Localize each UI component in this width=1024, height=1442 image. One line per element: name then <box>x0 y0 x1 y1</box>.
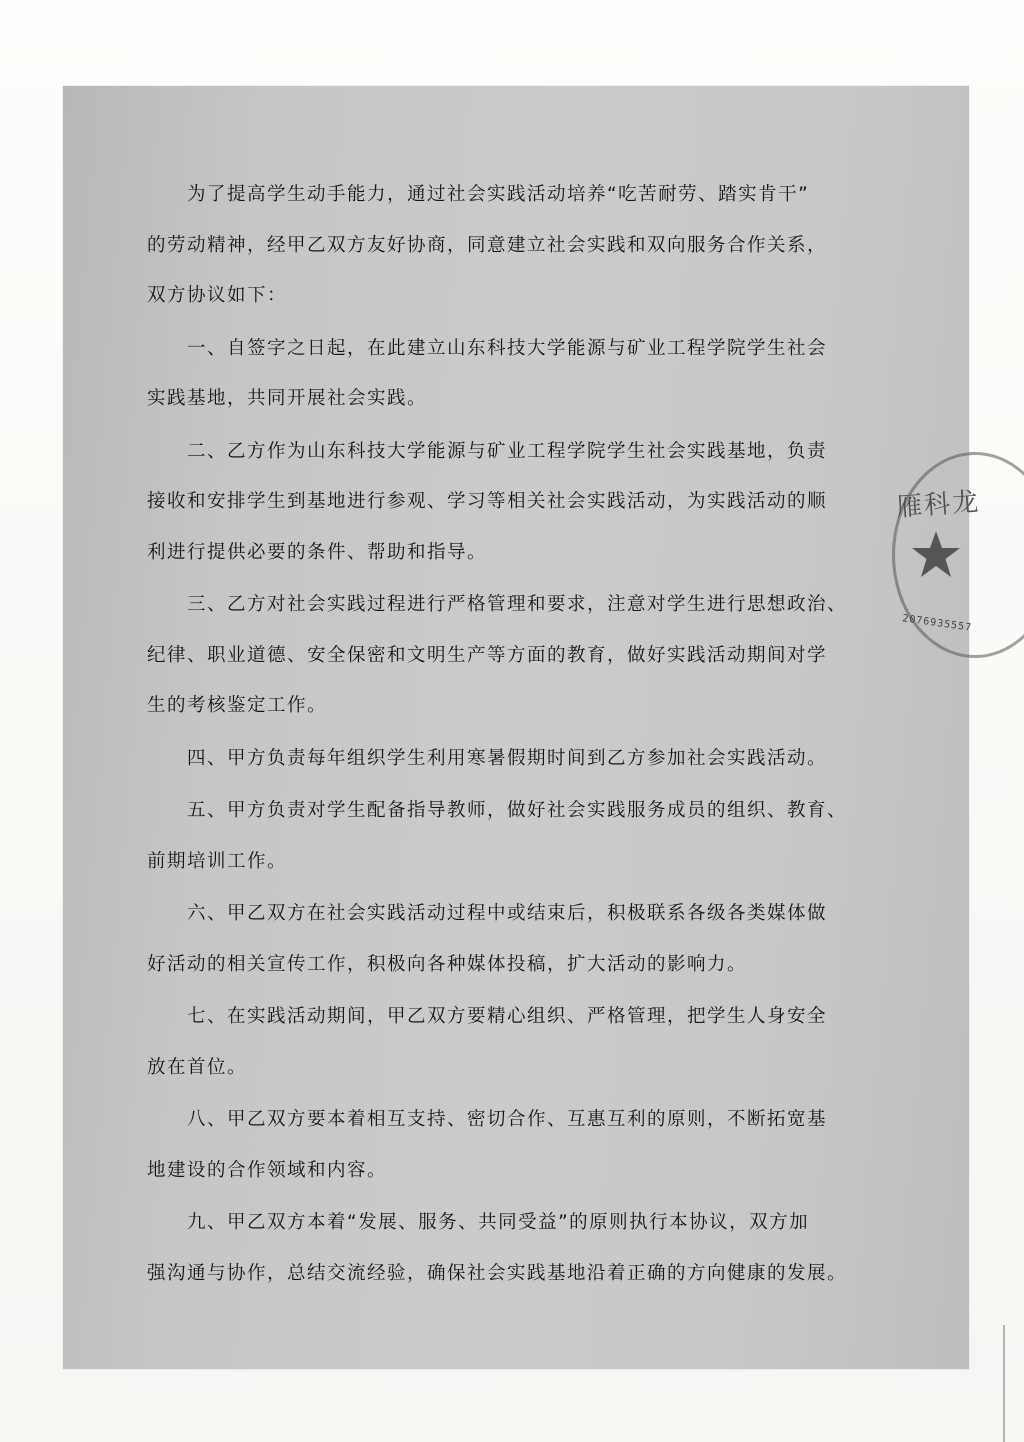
paragraph-clause-6 <box>147 889 887 990</box>
text-line: 一、自签字之日起，在此建立山东科技大学能源与矿业工程学院学生社会 <box>187 337 828 359</box>
text-line: 的劳动精神，经甲乙双方友好协商，同意建立社会实践和双向服务合作关系， <box>147 234 828 256</box>
paragraph-clause-2 <box>147 427 887 579</box>
text-line: 双方协议如下： <box>147 285 288 306</box>
paragraph-clause-3 <box>147 580 887 732</box>
seal-number: 2076935557 <box>901 613 973 634</box>
text-line: 二、乙方作为山东科技大学能源与矿业工程学院学生社会实践基地，负责 <box>187 440 828 462</box>
paragraph-clause-1 <box>147 324 887 425</box>
paragraph-clause-4 <box>147 734 887 785</box>
paragraph-clause-8 <box>147 1095 887 1196</box>
text-line: 五、甲方负责对学生配备指导教师，做好社会实践服务成员的组织、教育、 <box>187 800 848 821</box>
paragraph-preamble <box>147 170 887 322</box>
paragraph-clause-5 <box>147 786 887 887</box>
agreement-body <box>147 170 887 1301</box>
text-line: 纪律、职业道德、安全保密和文明生产等方面的教育，做好实践活动期间对学 <box>147 644 828 666</box>
page-edge-line <box>1003 1325 1005 1442</box>
paragraph-clause-9 <box>147 1198 887 1299</box>
text-line: 九、甲乙双方本着“发展、服务、共同受益”的原则执行本协议，双方加 <box>187 1212 810 1233</box>
text-line: 三、乙方对社会实践过程进行严格管理和要求，注意对学生进行思想政治、 <box>187 594 848 615</box>
text-line: 四、甲方负责每年组织学生利用寒暑假期时间到乙方参加社会实践活动。 <box>187 747 828 769</box>
text-line: 生的考核鉴定工作。 <box>147 695 328 716</box>
text-line: 利进行提供必要的条件、帮助和指导。 <box>147 541 488 563</box>
seal-text: 雁科龙 <box>895 487 982 523</box>
text-line: 好活动的相关宣传工作，积极向各种媒体投稿，扩大活动的影响力。 <box>147 953 748 975</box>
official-seal <box>880 440 1024 680</box>
text-line: 实践基地，共同开展社会实践。 <box>147 388 428 409</box>
text-line: 八、甲乙双方要本着相互支持、密切合作、互惠互利的原则，不断拓宽基 <box>187 1109 828 1130</box>
text-line: 七、在实践活动期间，甲乙双方要精心组织、严格管理，把学生人身安全 <box>187 1006 828 1027</box>
text-line: 强沟通与协作，总结交流经验，确保社会实践基地沿着正确的方向健康的发展。 <box>147 1262 848 1284</box>
text-line: 六、甲乙双方在社会实践活动过程中或结束后，积极联系各级各类媒体做 <box>187 903 828 924</box>
star-icon <box>910 530 962 580</box>
text-line: 地建设的合作领域和内容。 <box>147 1159 388 1181</box>
text-line: 接收和安排学生到基地进行参观、学习等相关社会实践活动，为实践活动的顺 <box>147 491 828 512</box>
paragraph-clause-7 <box>147 992 887 1093</box>
text-line: 为了提高学生动手能力，通过社会实践活动培养“吃苦耐劳、踏实肯干” <box>187 184 810 205</box>
text-line: 放在首位。 <box>147 1056 248 1078</box>
text-line: 前期培训工作。 <box>147 850 288 872</box>
